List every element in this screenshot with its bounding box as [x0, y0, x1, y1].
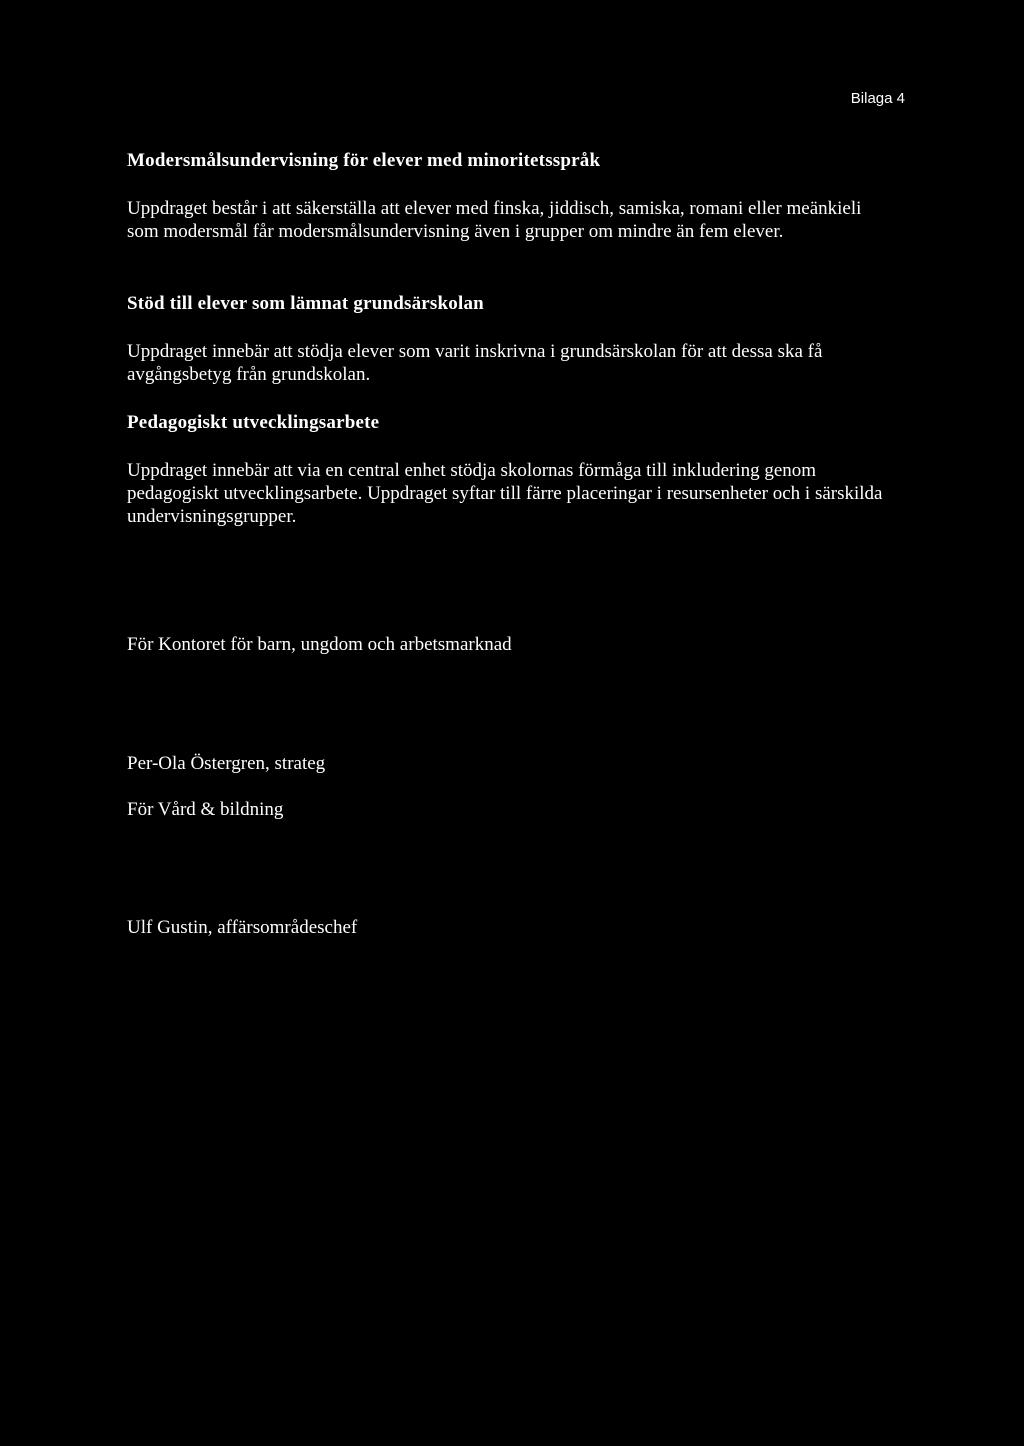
section-heading-pedagogic: Pedagogiskt utvecklingsarbete: [127, 412, 380, 433]
organization-signature-line: För Vård & bildning: [127, 799, 284, 820]
section-body-pedagogic: Uppdraget innebär att via en central enhet stödja skolornas förmåga till inkludering genom pedagogiskt utvecklingsarbete. Uppdraget syftar till färre placeringar i resursenheter och i särskilda undervisningsgrupper.: [127, 460, 883, 527]
section-body-mother-tongue: Uppdraget består i att säkerställa att elever med finska, jiddisch, samiska, romani eller meänkieli som modersmål får modersmålsundervisning även i grupper om mindre än fem elever.: [127, 198, 862, 242]
attachment-label: Bilaga 4: [850, 90, 905, 107]
section-body-support: Uppdraget innebär att stödja elever som varit inskrivna i grundsärskolan för att dessa ska få avgångsbetyg från grundskolan.: [127, 341, 823, 385]
section-heading-support: Stöd till elever som lämnat grundsärskolan: [127, 293, 484, 314]
signer-name-2: Ulf Gustin, affärsområdeschef: [127, 917, 358, 938]
section-heading-mother-tongue: Modersmålsundervisning för elever med minoritetsspråk: [127, 150, 601, 171]
office-signature-line: För Kontoret för barn, ungdom och arbetsmarknad: [127, 634, 512, 655]
signer-name-1: Per-Ola Östergren, strateg: [127, 753, 326, 774]
